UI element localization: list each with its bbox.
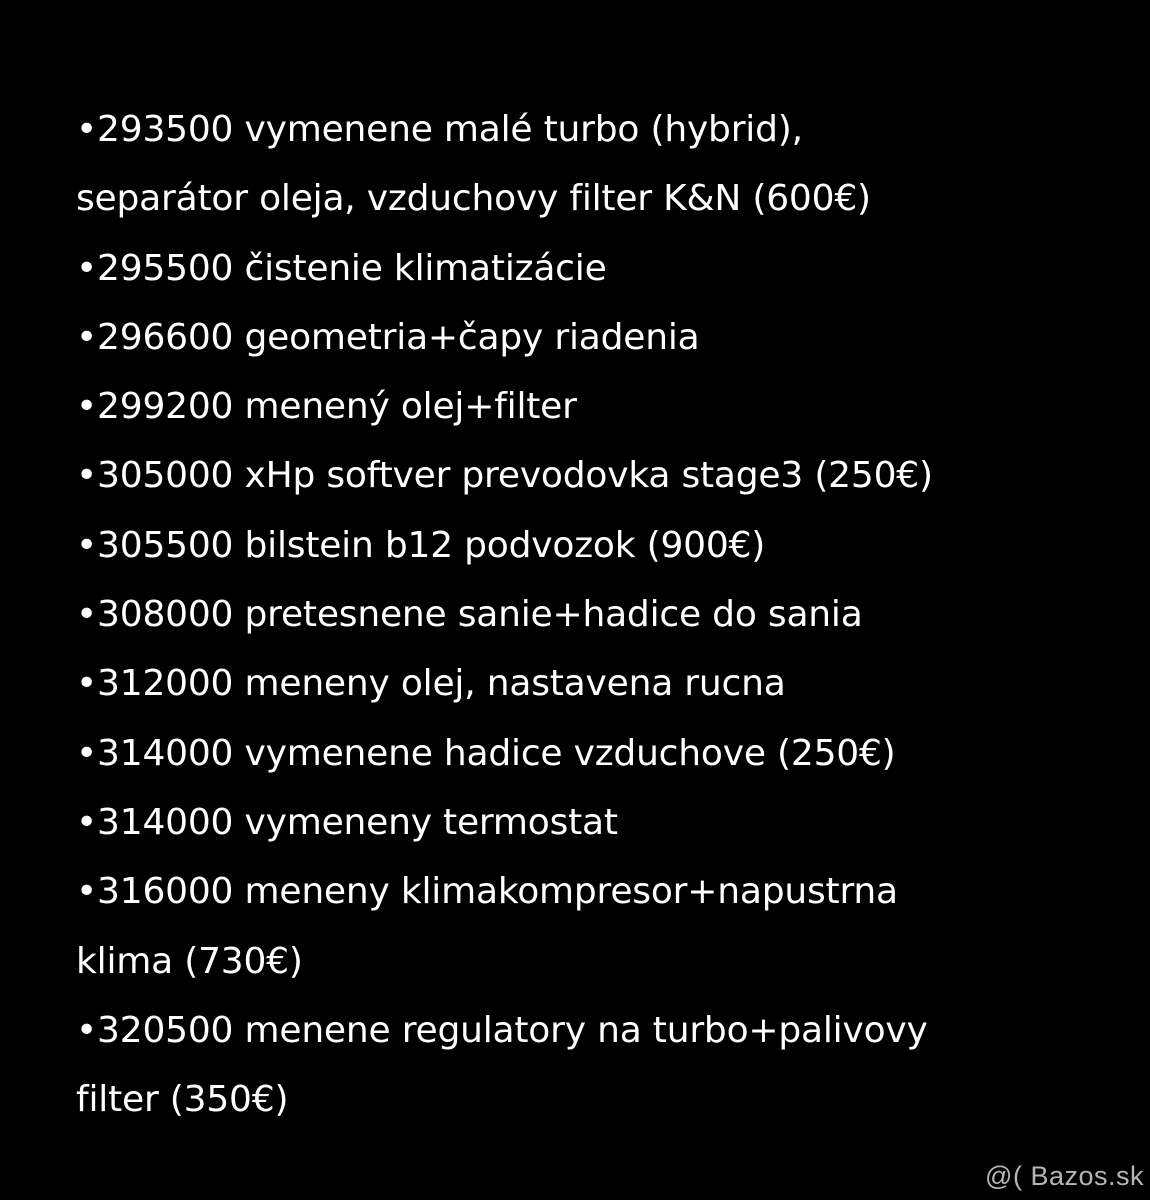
note-line-14: •320500 menene regulatory na turbo+palivovy: [76, 1009, 928, 1051]
note-line-4: •296600 geometria+čapy riadenia: [76, 316, 700, 358]
note-line-7: •305500 bilstein b12 podvozok (900€): [76, 524, 766, 566]
note-line-15: filter (350€): [76, 1079, 289, 1121]
bazos-watermark: @( Bazos.sk: [985, 1161, 1144, 1191]
service-history-note: [76, 95, 1116, 1134]
note-line-8: •308000 pretesnene sanie+hadice do sania: [76, 594, 863, 636]
note-line-9: •312000 meneny olej, nastavena rucna: [76, 663, 786, 705]
note-line-3: •295500 čistenie klimatizácie: [76, 247, 607, 289]
note-line-5: •299200 menený olej+filter: [76, 386, 577, 428]
note-line-12: •316000 meneny klimakompresor+napustrna: [76, 871, 898, 913]
note-line-11: •314000 vymeneny termostat: [76, 801, 618, 843]
note-line-10: •314000 vymenene hadice vzduchove (250€): [76, 732, 896, 774]
note-line-6: •305000 xHp softver prevodovka stage3 (250€): [76, 455, 933, 497]
note-line-13: klima (730€): [76, 940, 303, 982]
note-line-2: separátor oleja, vzduchovy filter K&N (600€): [76, 178, 871, 220]
note-line-1: •293500 vymenene malé turbo (hybrid),: [76, 109, 803, 150]
